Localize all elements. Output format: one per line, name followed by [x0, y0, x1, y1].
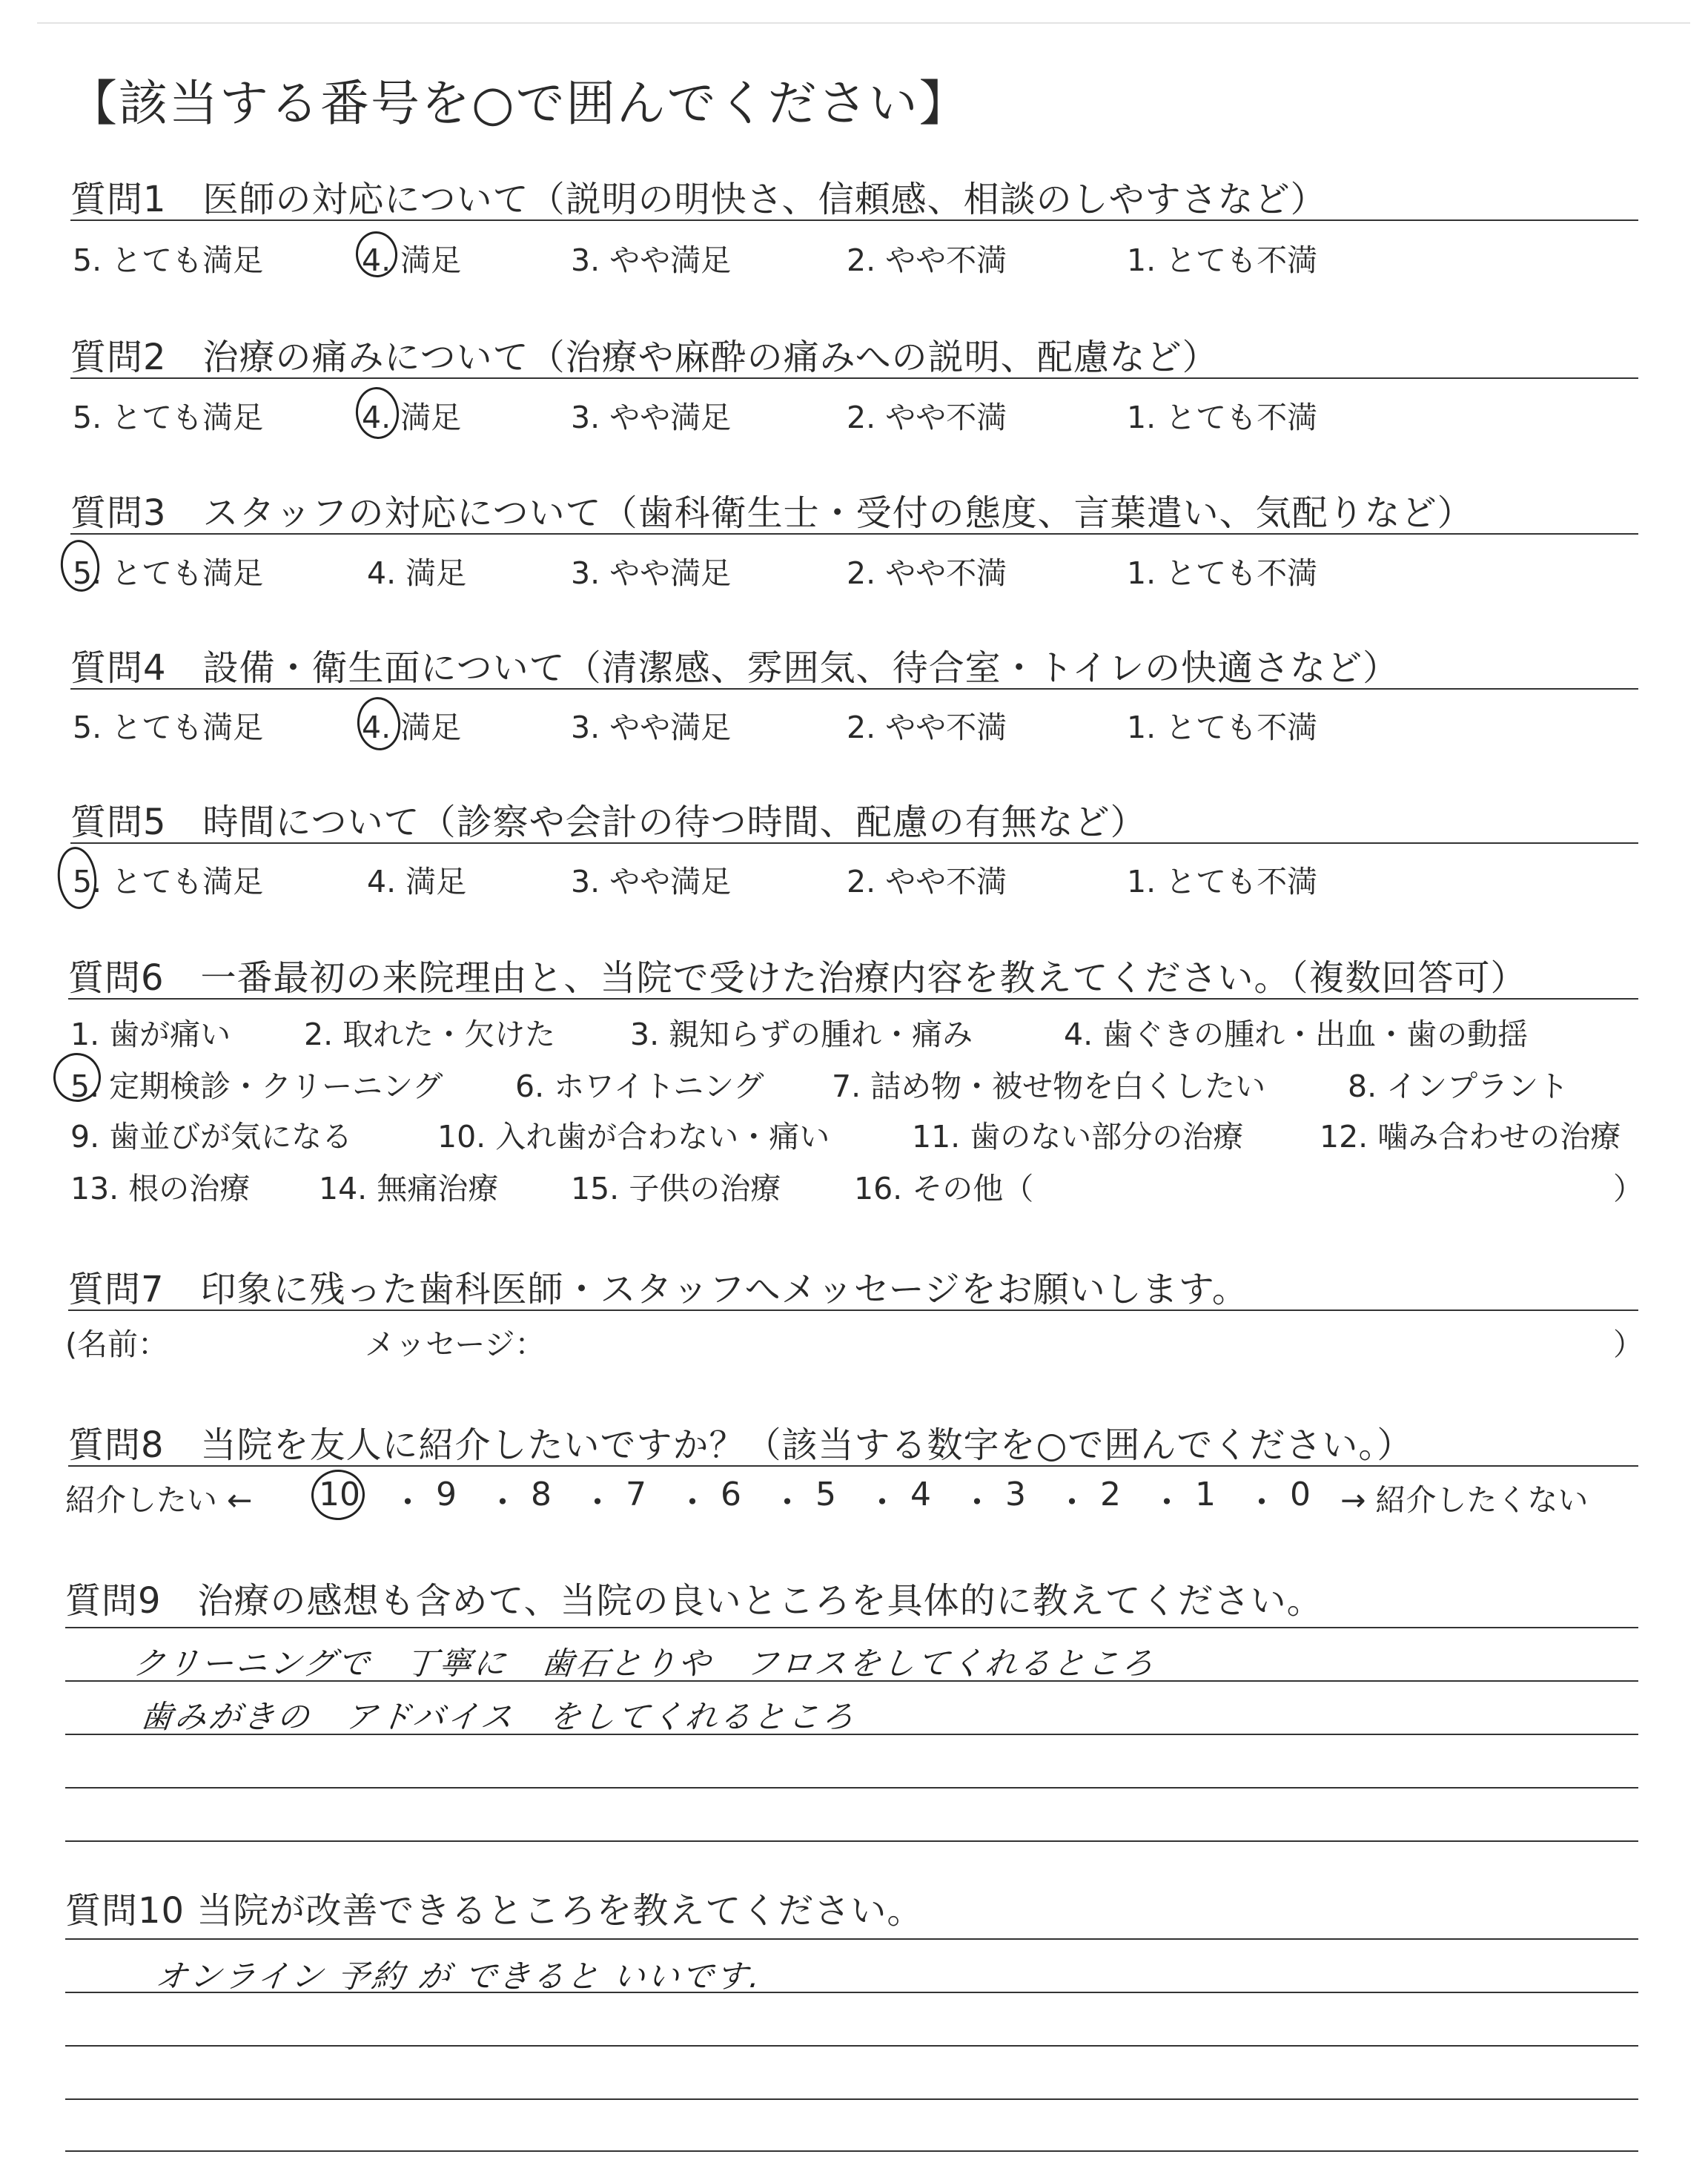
q4-option-1[interactable]: 1. とても不満 — [1127, 710, 1318, 745]
q8-scale-8[interactable]: 8 — [531, 1476, 552, 1513]
q9-line-1 — [65, 1627, 1638, 1628]
q6-option-11[interactable]: 11. 歯のない部分の治療 — [912, 1119, 1244, 1155]
q8-dot: ・ — [961, 1484, 993, 1522]
q8-scale-7[interactable]: 7 — [626, 1476, 646, 1513]
q2-label: 質問2 治療の痛みについて（治療や麻酔の痛みへの説明、配慮など） — [70, 337, 1219, 378]
q7-rule — [68, 1309, 1638, 1311]
q10-label: 質問10 当院が改善できるところを教えてください。 — [65, 1890, 924, 1932]
q3-label: 質問3 スタッフの対応について（歯科衛生士・受付の態度、言葉遣い、気配りなど） — [70, 492, 1474, 534]
q8-scale-10[interactable]: 10 — [319, 1476, 360, 1513]
q4-rule — [70, 688, 1638, 690]
q6-option-5[interactable]: 5. 定期検診・クリーニング — [70, 1069, 443, 1104]
q6-option-8[interactable]: 8. インプラント — [1348, 1069, 1569, 1104]
q10-line-3 — [65, 2045, 1638, 2047]
q5-label: 質問5 時間について（診察や会計の待つ時間、配慮の有無など） — [70, 802, 1147, 843]
q5-option-2[interactable]: 2. やや不満 — [847, 864, 1007, 899]
q5-option-4[interactable]: 4. 満足 — [367, 864, 467, 899]
q8-dot: ・ — [1151, 1484, 1183, 1522]
q9-handwritten-answer-1: クリーニングで 丁寧に 歯石とりや フロスをしてくれるところ — [131, 1645, 1158, 1682]
q1-label: 質問1 医師の対応について（説明の明快さ、信頼感、相談のしやすさなど） — [70, 179, 1327, 220]
q8-scale-1[interactable]: 1 — [1195, 1476, 1216, 1513]
top-border — [37, 22, 1690, 24]
q8-dot: ・ — [866, 1484, 898, 1522]
q8-right-label: → 紹介したくない — [1340, 1482, 1589, 1518]
q7-label: 質問7 印象に残った歯科医師・スタッフへメッセージをお願いします。 — [68, 1269, 1248, 1310]
q6-option-9[interactable]: 9. 歯並びが気になる — [70, 1119, 353, 1155]
q7-close-paren: ） — [1613, 1327, 1644, 1362]
q10-line-1 — [65, 1938, 1638, 1940]
q9-line-5 — [65, 1840, 1638, 1842]
q6-option-14[interactable]: 14. 無痛治療 — [319, 1171, 499, 1206]
q8-scale-9[interactable]: 9 — [436, 1476, 457, 1513]
q8-scale-5[interactable]: 5 — [815, 1476, 836, 1513]
q6-option-16-close: ） — [1613, 1171, 1644, 1206]
q3-option-2[interactable]: 2. やや不満 — [847, 555, 1007, 591]
q1-option-3[interactable]: 3. やや満足 — [571, 242, 732, 278]
q8-scale-3[interactable]: 3 — [1005, 1476, 1026, 1513]
q4-label: 質問4 設備・衛生面について（清潔感、雰囲気、待合室・トイレの快適さなど） — [70, 647, 1400, 689]
q7-name-label: (名前： — [65, 1327, 168, 1362]
q5-rule — [70, 842, 1638, 844]
q4-option-2[interactable]: 2. やや不満 — [847, 710, 1007, 745]
q6-option-7[interactable]: 7. 詰め物・被せ物を白くしたい — [832, 1069, 1266, 1104]
q6-label: 質問6 一番最初の来院理由と、当院で受けた治療内容を教えてください。（複数回答可） — [68, 957, 1527, 999]
q8-dot: ・ — [486, 1484, 519, 1522]
q6-option-2[interactable]: 2. 取れた・欠けた — [304, 1017, 556, 1052]
q2-option-1[interactable]: 1. とても不満 — [1127, 400, 1318, 435]
page-title: 【該当する番号を○で囲んでください】 — [68, 75, 970, 132]
q9-label: 質問9 治療の感想も含めて、当院の良いところを具体的に教えてください。 — [65, 1580, 1323, 1622]
q10-line-5 — [65, 2150, 1638, 2152]
q8-dot: ・ — [391, 1484, 424, 1522]
q8-label: 質問8 当院を友人に紹介したいですか？（該当する数字を○で囲んでください。） — [68, 1424, 1414, 1466]
q3-rule — [70, 533, 1638, 535]
q4-option-4[interactable]: 4. 満足 — [362, 710, 462, 745]
q6-option-6[interactable]: 6. ホワイトニング — [515, 1069, 764, 1104]
q4-option-3[interactable]: 3. やや満足 — [571, 710, 732, 745]
q5-option-5[interactable]: 5. とても満足 — [73, 864, 264, 899]
q7-message-label: メッセージ： — [365, 1327, 546, 1362]
q8-dot: ・ — [1056, 1484, 1088, 1522]
q10-handwritten-answer-1: オンライン 予約 が できると いいです. — [153, 1958, 764, 1995]
q3-option-4[interactable]: 4. 満足 — [367, 555, 467, 591]
q5-selection-circle — [55, 845, 99, 911]
q8-scale-2[interactable]: 2 — [1100, 1476, 1121, 1513]
q9-handwritten-answer-2: 歯みがきの アドバイス をしてくれるところ — [139, 1699, 858, 1736]
q1-option-1[interactable]: 1. とても不満 — [1127, 242, 1318, 278]
q6-option-16[interactable]: 16. その他（ — [854, 1171, 1034, 1206]
q6-option-4[interactable]: 4. 歯ぐきの腫れ・出血・歯の動揺 — [1064, 1017, 1529, 1052]
q6-option-1[interactable]: 1. 歯が痛い — [70, 1017, 231, 1052]
q6-option-13[interactable]: 13. 根の治療 — [70, 1171, 251, 1206]
q2-option-4[interactable]: 4. 満足 — [362, 400, 462, 435]
q5-option-1[interactable]: 1. とても不満 — [1127, 864, 1318, 899]
q6-rule — [68, 998, 1638, 1000]
q2-option-5[interactable]: 5. とても満足 — [73, 400, 264, 435]
q3-option-1[interactable]: 1. とても不満 — [1127, 555, 1318, 591]
q8-dot: ・ — [771, 1484, 804, 1522]
q9-line-4 — [65, 1787, 1638, 1789]
q8-dot: ・ — [1245, 1484, 1278, 1522]
q6-option-3[interactable]: 3. 親知らずの腫れ・痛み — [630, 1017, 973, 1052]
q4-option-5[interactable]: 5. とても満足 — [73, 710, 264, 745]
q8-scale-6[interactable]: 6 — [721, 1476, 741, 1513]
q1-option-4[interactable]: 4. 満足 — [362, 242, 462, 278]
q1-rule — [70, 219, 1638, 221]
q6-option-12[interactable]: 12. 噛み合わせの治療 — [1320, 1119, 1621, 1155]
q2-option-3[interactable]: 3. やや満足 — [571, 400, 732, 435]
q5-option-3[interactable]: 3. やや満足 — [571, 864, 732, 899]
q8-rule — [68, 1465, 1638, 1467]
q3-option-3[interactable]: 3. やや満足 — [571, 555, 732, 591]
q8-left-label: 紹介したい ← — [65, 1482, 253, 1518]
q8-dot: ・ — [676, 1484, 709, 1522]
q3-option-5[interactable]: 5. とても満足 — [73, 555, 264, 591]
q1-option-5[interactable]: 5. とても満足 — [73, 242, 264, 278]
q8-dot: ・ — [581, 1484, 614, 1522]
q8-scale-4[interactable]: 4 — [910, 1476, 931, 1513]
q10-line-4 — [65, 2098, 1638, 2100]
q8-scale-0[interactable]: 0 — [1290, 1476, 1311, 1513]
q6-option-15[interactable]: 15. 子供の治療 — [571, 1171, 781, 1206]
q2-rule — [70, 377, 1638, 379]
q6-option-10[interactable]: 10. 入れ歯が合わない・痛い — [437, 1119, 830, 1155]
q1-option-2[interactable]: 2. やや不満 — [847, 242, 1007, 278]
q2-option-2[interactable]: 2. やや不満 — [847, 400, 1007, 435]
